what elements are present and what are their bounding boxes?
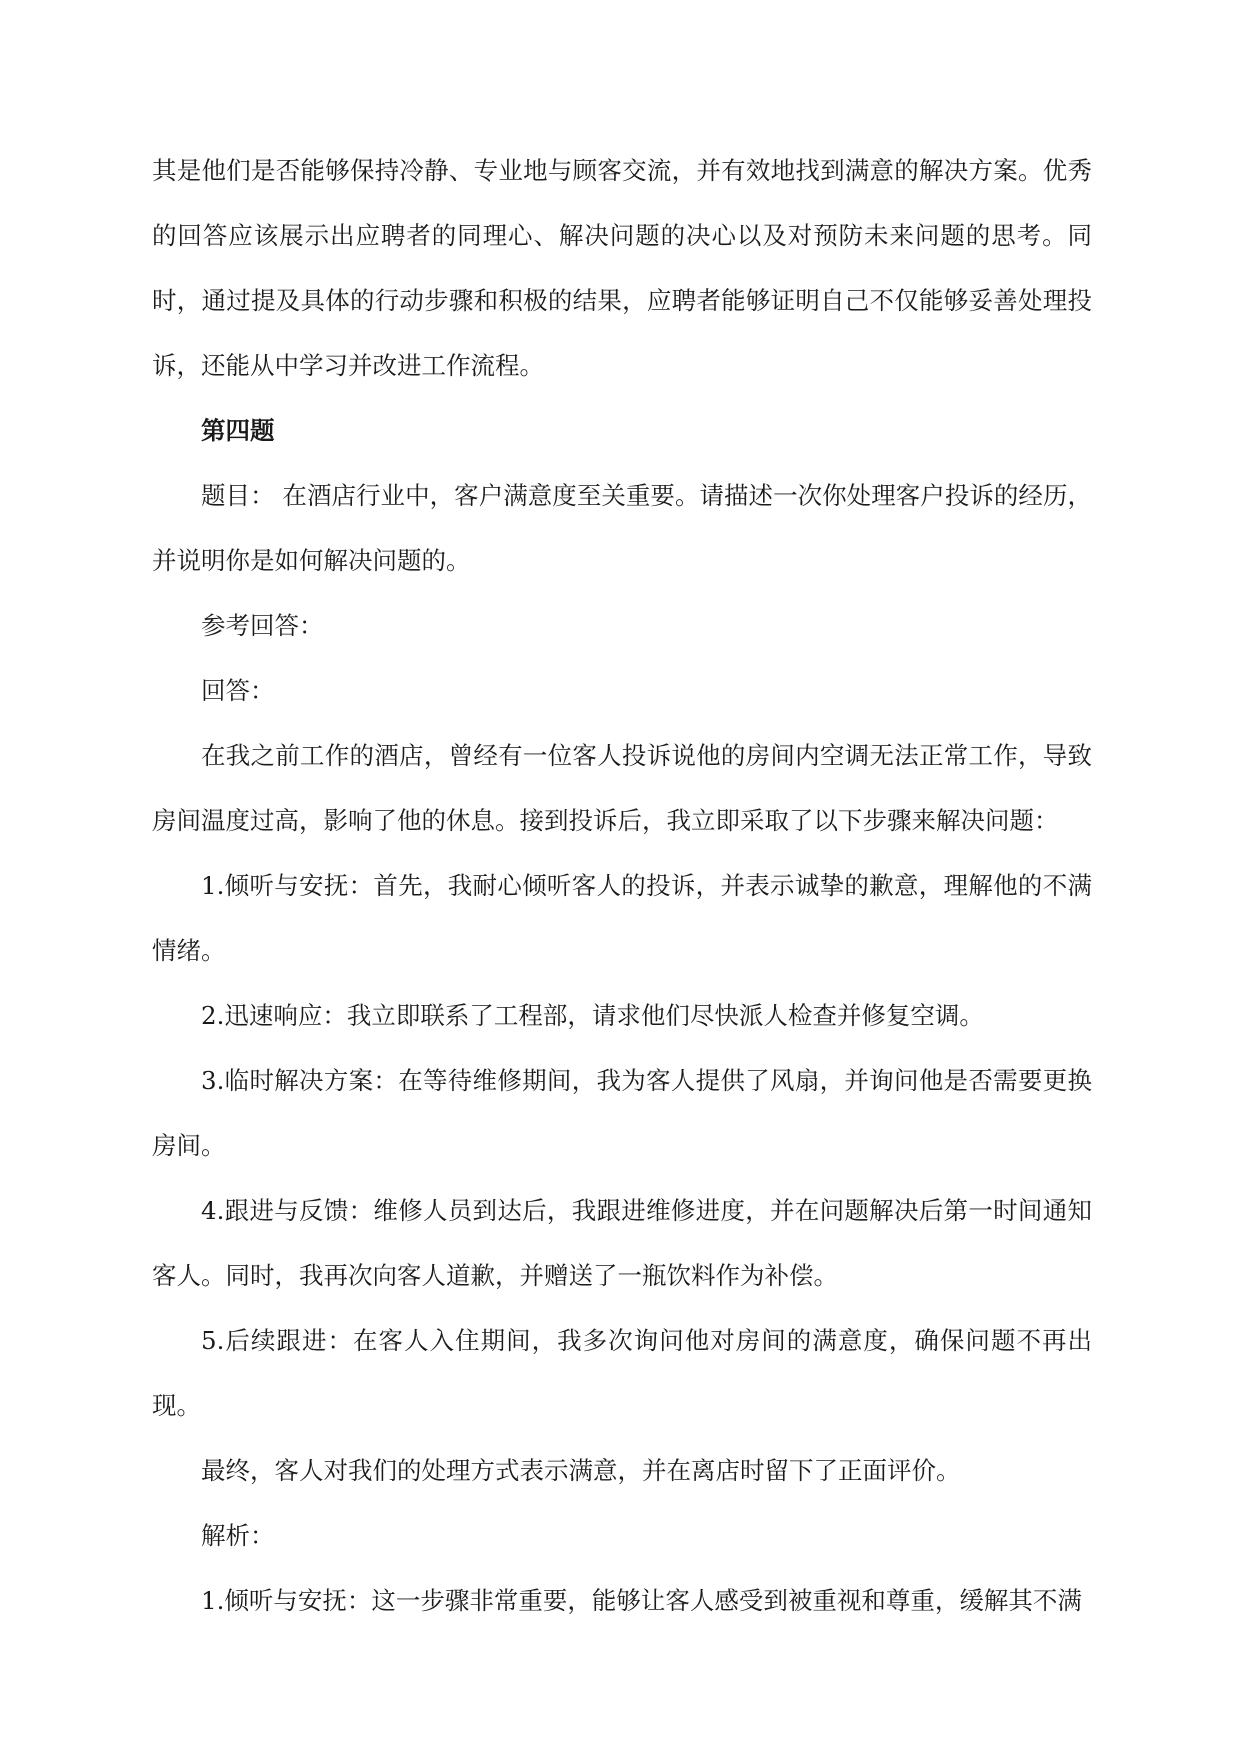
answer-step-2: 2.迅速响应：我立即联系了工程部，请求他们尽快派人检查并修复空调。 xyxy=(201,1001,984,1030)
analysis-point-1: 1.倾听与安抚：这一步骤非常重要，能够让客人感受到被重视和尊重，缓解其不满 xyxy=(201,1586,1082,1615)
question-paragraph: 题目： 在酒店行业中，客户满意度至关重要。请描述一次你处理客户投诉的经历，并说明你是如何解决问题的。 xyxy=(152,481,1092,575)
answer-step-5: 5.后续跟进：在客人入住期间，我多次询问他对房间的满意度，确保问题不再出现。 xyxy=(152,1326,1092,1420)
answer-conclusion: 最终，客人对我们的处理方式表示满意，并在离店时留下了正面评价。 xyxy=(201,1456,961,1485)
answer-step-1: 1.倾听与安抚：首先，我耐心倾听客人的投诉，并表示诚挚的歉意，理解他的不满情绪。 xyxy=(152,871,1092,965)
section-heading: 第四题 xyxy=(201,416,275,445)
answer-step-3: 3.临时解决方案：在等待维修期间，我为客人提供了风扇，并询问他是否需要更换房间。 xyxy=(152,1066,1092,1160)
answer-label: 回答： xyxy=(201,676,275,705)
answer-intro-paragraph: 在我之前工作的酒店，曾经有一位客人投诉说他的房间内空调无法正常工作，导致房间温度过高，影响了他的休息。接到投诉后，我立即采取了以下步骤来解决问题： xyxy=(152,741,1092,835)
reference-answer-label: 参考回答： xyxy=(201,611,324,640)
answer-step-4: 4.跟进与反馈：维修人员到达后，我跟进维修进度，并在问题解决后第一时间通知客人。同时，我再次向客人道歉，并赠送了一瓶饮料作为补偿。 xyxy=(152,1196,1092,1290)
paragraph-continuation: 其是他们是否能够保持冷静、专业地与顾客交流，并有效地找到满意的解决方案。优秀的回答应该展示出应聘者的同理心、解决问题的决心以及对预防未来问题的思考。同时，通过提及具体的行动步骤和积极的结果，应聘者能够证明自己不仅能够妥善处理投诉，还能从中学习并改进工作流程。 xyxy=(152,156,1092,380)
analysis-label: 解析： xyxy=(201,1521,275,1550)
document-page xyxy=(152,138,1092,1633)
